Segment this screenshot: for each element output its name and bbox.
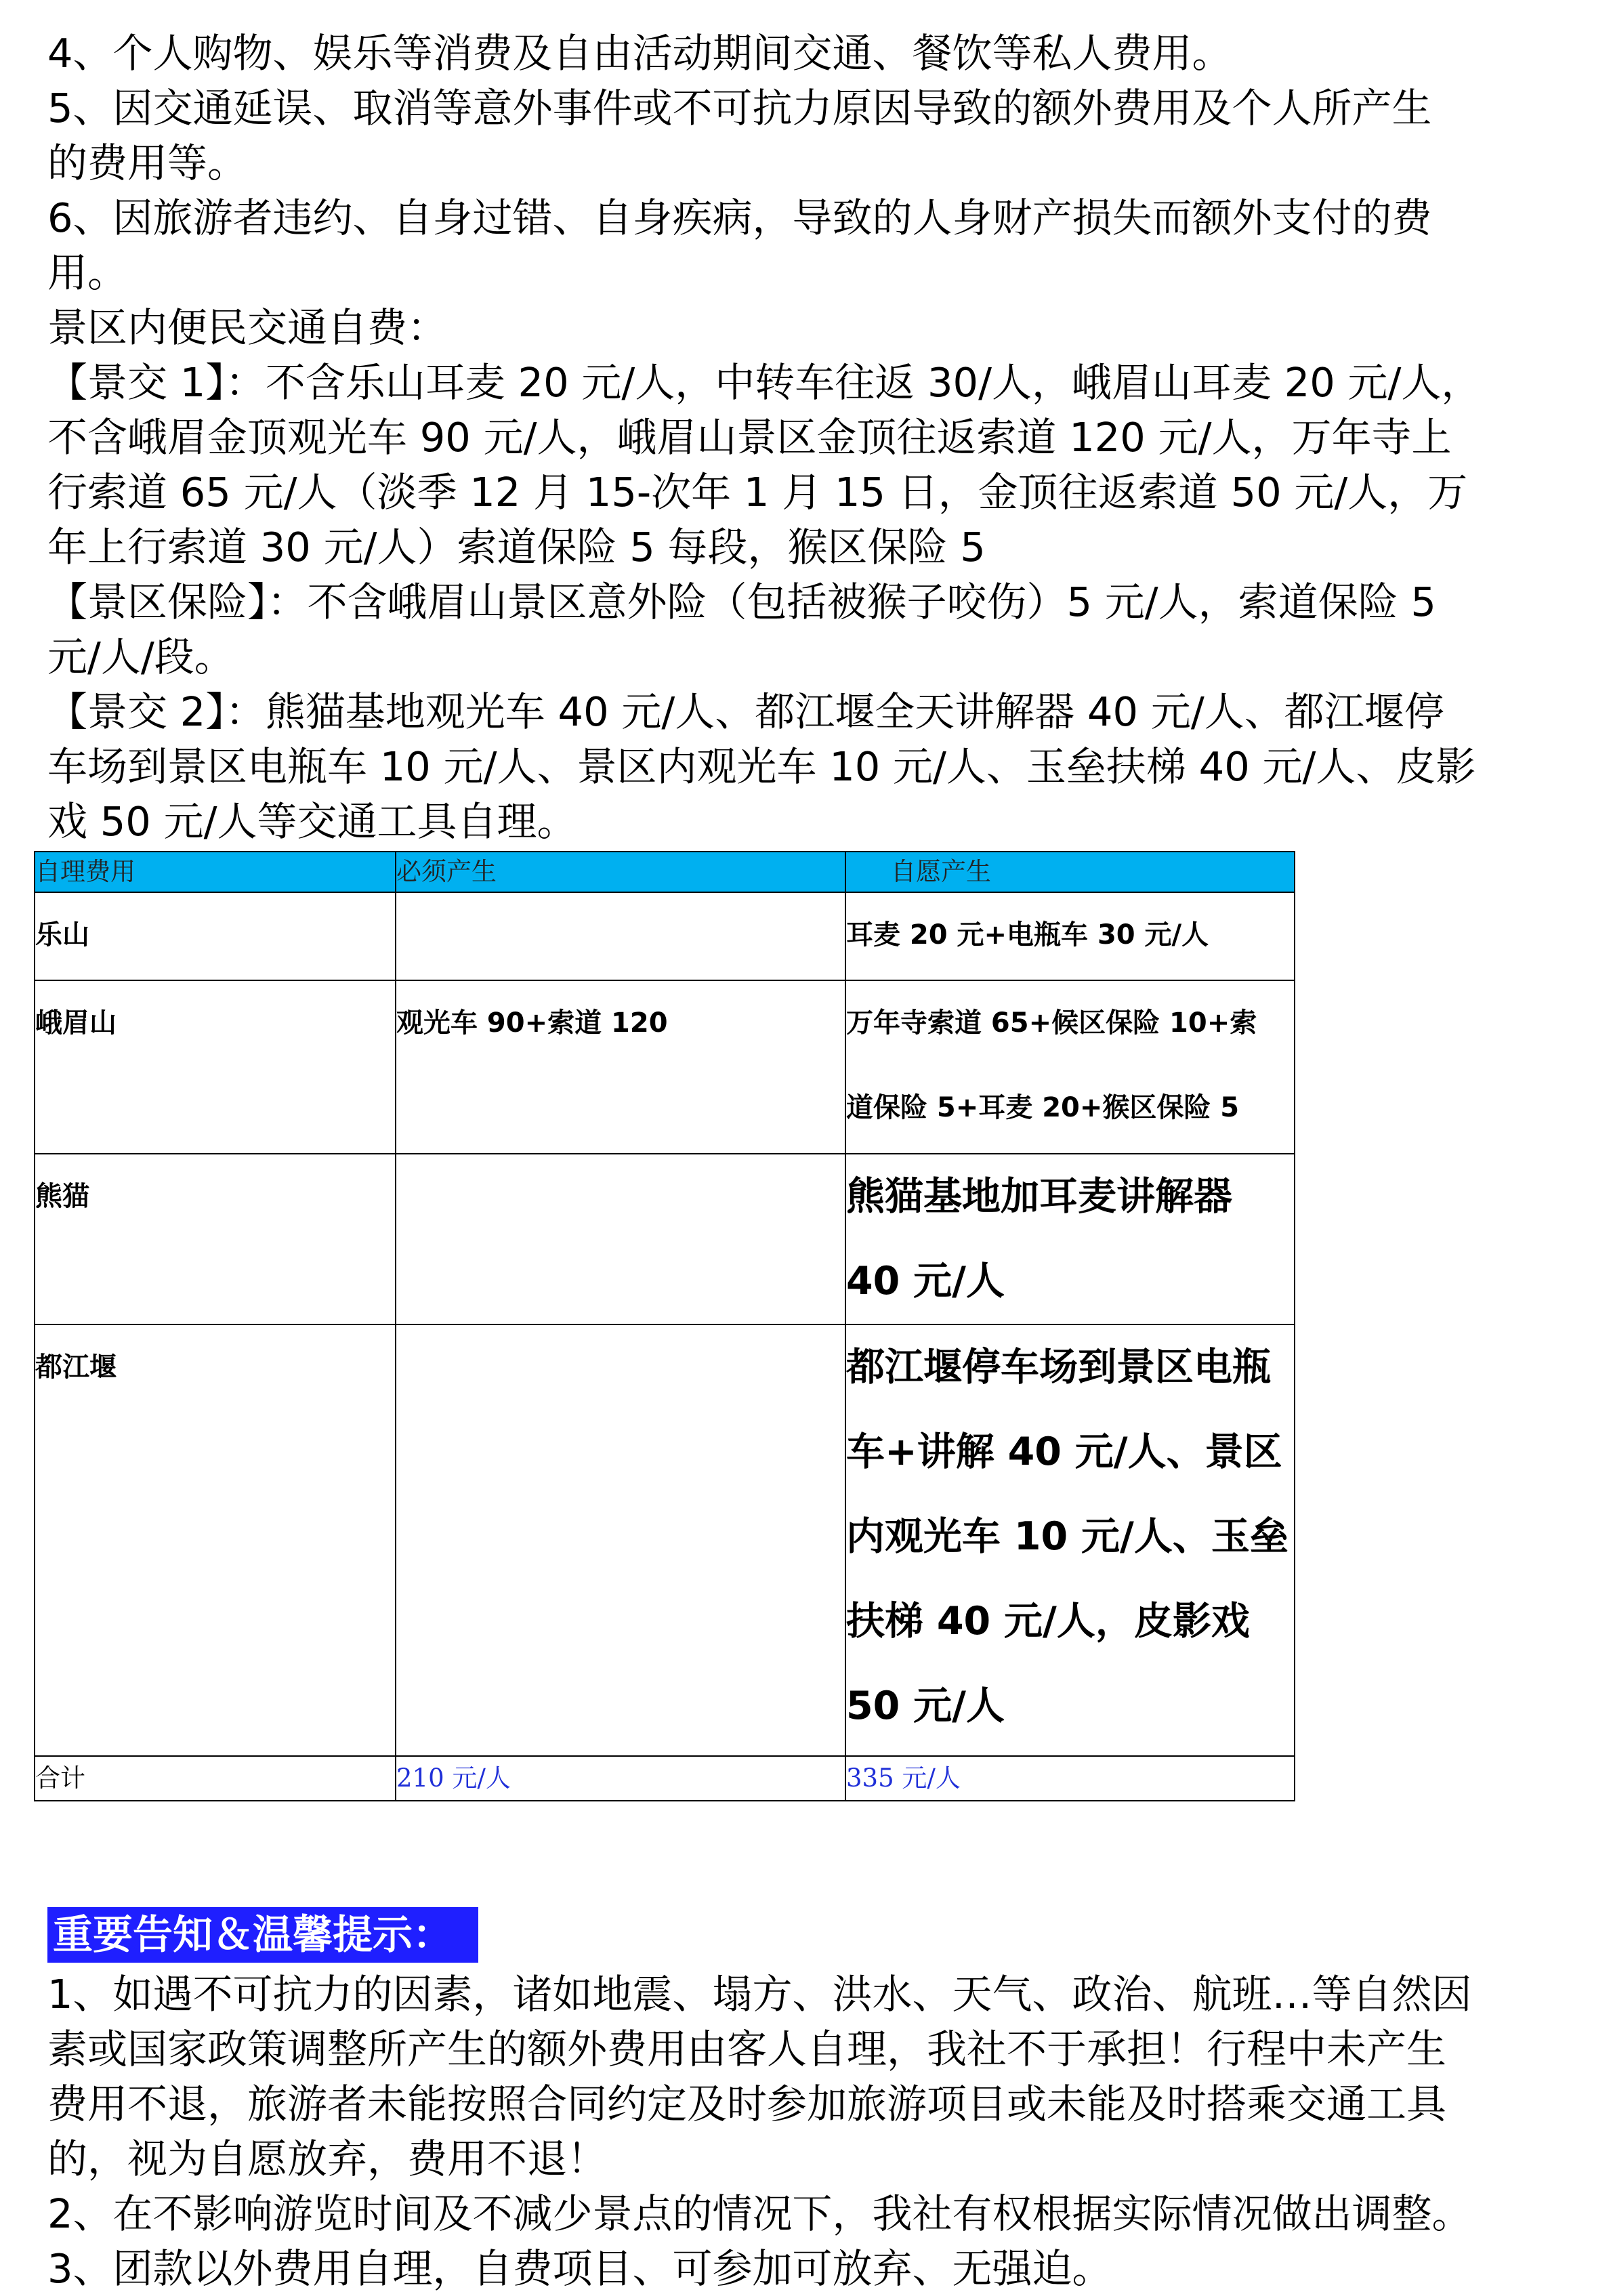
text-line: 年上行索道 30 元/人）索道保险 5 每段，猴区保险 5 (47, 524, 986, 570)
optional-cell (845, 1324, 1295, 1756)
text-line: 6、因旅游者违约、自身过错、自身疾病，导致的人身财产损失而额外支付的费 (47, 194, 1432, 241)
optional-value: 扶梯 40 元/人，皮影戏 (846, 1599, 1250, 1644)
row-name-cell (35, 1154, 396, 1324)
text-line: 1、如遇不可抗力的因素，诸如地震、塌方、洪水、天气、政治、航班…等自然因 (47, 1971, 1472, 2018)
text-line: 素或国家政策调整所产生的额外费用由客人自理，我社不于承担！行程中未产生 (47, 2026, 1447, 2072)
optional-value: 熊猫基地加耳麦讲解器 (846, 1174, 1232, 1219)
text-line: 5、因交通延误、取消等意外事件或不可抗力原因导致的额外费用及个人所产生 (47, 85, 1432, 131)
text-line: 2、在不影响游览时间及不减少景点的情况下，我社有权根据实际情况做出调整。 (47, 2190, 1472, 2237)
row-name: 都江堰 (35, 1352, 117, 1383)
text-line: 的费用等。 (47, 140, 248, 186)
row-name: 峨眉山 (35, 1007, 117, 1039)
text-line: 3、团款以外费用自理，自费项目、可参加可放弃、无强迫。 (47, 2245, 1112, 2292)
required-cell (396, 980, 845, 1154)
text-line: 元/人/段。 (47, 633, 234, 680)
text-line: 行索道 65 元/人（淡季 12 月 15-次年 1 月 15 日，金顶往返索道 50 元/人，万 (47, 469, 1468, 516)
text-line: 【景交 1】：不含乐山耳麦 20 元/人，中转车往返 30/人，峨眉山耳麦 20 元/人， (47, 359, 1482, 406)
required-value (396, 1325, 845, 1354)
table-row (35, 1324, 1295, 1756)
column-header: 自理费用 (35, 852, 396, 892)
text-line: 用。 (47, 249, 128, 296)
total-label: 合计 (35, 1756, 396, 1801)
optional-value: 40 元/人 (846, 1259, 1005, 1303)
optional-value: 50 元/人 (846, 1684, 1005, 1728)
row-name: 熊猫 (35, 1181, 89, 1212)
optional-value: 车+讲解 40 元/人、景区 (846, 1429, 1282, 1474)
total-optional: 335 元/人 (845, 1756, 1295, 1801)
table-row (35, 980, 1295, 1154)
table-total-row (35, 1756, 1295, 1801)
optional-value: 万年寺索道 65+候区保险 10+索 (846, 1007, 1257, 1039)
text-line: 【景区保险】：不含峨眉山景区意外险（包括被猴子咬伤）5 元/人，索道保险 5 (47, 579, 1436, 625)
notice-body (47, 1967, 1572, 2296)
text-line: 的，视为自愿放弃，费用不退！ (47, 2135, 608, 2182)
row-name-cell (35, 892, 396, 980)
text-line: 戏 50 元/人等交通工具自理。 (47, 798, 577, 845)
required-cell (396, 1324, 845, 1756)
row-name-cell (35, 1324, 396, 1756)
text-line: 费用不退，旅游者未能按照合同约定及时参加旅游项目或未能及时搭乘交通工具 (47, 2081, 1447, 2127)
table-row (35, 892, 1295, 980)
self-paid-fees-table (34, 851, 1295, 1801)
row-name-cell (35, 980, 396, 1154)
optional-cell (845, 1154, 1295, 1324)
optional-cell (845, 980, 1295, 1154)
text-line: 景区内便民交通自费： (47, 304, 448, 351)
text-line: 【景交 2】：熊猫基地观光车 40 元/人、都江堰全天讲解器 40 元/人、都江堰停 (47, 688, 1444, 735)
required-cell (396, 892, 845, 980)
column-header: 自愿产生 (845, 852, 1295, 892)
required-value (396, 893, 845, 921)
optional-value: 耳麦 20 元+电瓶车 30 元/人 (846, 919, 1209, 951)
table-header-row (35, 852, 1295, 892)
cost-exclusions-section (47, 26, 1572, 849)
column-header: 必须产生 (396, 852, 845, 892)
notice-heading: 重要告知＆温馨提示： (47, 1907, 478, 1963)
optional-value: 都江堰停车场到景区电瓶 (846, 1345, 1271, 1390)
total-required: 210 元/人 (396, 1756, 845, 1801)
optional-value: 道保险 5+耳麦 20+猴区保险 5 (846, 1092, 1240, 1123)
required-cell (396, 1154, 845, 1324)
required-value: 观光车 90+索道 120 (396, 1007, 668, 1039)
row-name: 乐山 (35, 919, 89, 951)
text-line: 车场到景区电瓶车 10 元/人、景区内观光车 10 元/人、玉垒扶梯 40 元/人、皮影 (47, 743, 1476, 790)
table-row (35, 1154, 1295, 1324)
text-line: 4、个人购物、娱乐等消费及自由活动期间交通、餐饮等私人费用。 (47, 30, 1232, 77)
required-value (396, 1154, 845, 1183)
optional-cell (845, 892, 1295, 980)
optional-value: 内观光车 10 元/人、玉垒 (846, 1514, 1289, 1559)
text-line: 不含峨眉金顶观光车 90 元/人，峨眉山景区金顶往返索道 120 元/人，万年寺上 (47, 414, 1452, 461)
